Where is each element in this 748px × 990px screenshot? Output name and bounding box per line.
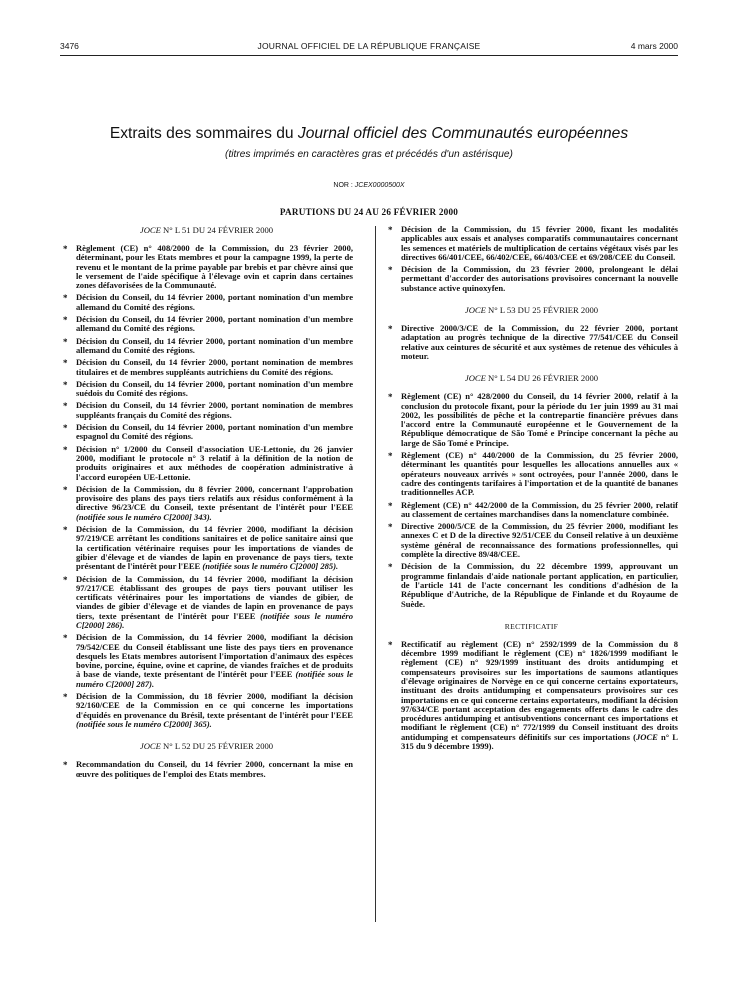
- list-item: * Décision de la Commission, du 22 décembre 1999, approuvant un programme finlandais d'aide nationale portant application, en particulier, de l'article 141 de l'acte concernant les conditions d'adhésion de la République d'Autriche, de la République de Finlande et du Royaume de Suède.: [385, 562, 678, 608]
- item-notification: (notifiée sous le numéro C[2000] 285).: [202, 561, 339, 572]
- list-item: * Décision n° 1/2000 du Conseil d'association UE-Lettonie, du 26 janvier 2000, modifiant le protocole n° 3 relatif à la définition de la notion de produits originaires et aux méthodes de coopération administrative à l'accord européen UE-Lettonie.: [60, 445, 353, 482]
- section-heading-l53: [385, 305, 678, 316]
- item-text: Décision de la Commission, du 14 février 2000, modifiant la décision 97/219/CE arrêtant les conditions sanitaires et de police sanitaire ainsi que la certification vétérinaire requises pour les importations de viandes de gibier d'élevage et de viandes de lapin en provenance de pays tiers, texte présentant de l'intérêt pour l'EEE: [76, 524, 353, 572]
- list-item: [60, 692, 353, 729]
- list-item: * Règlement (CE) n° 442/2000 de la Commission, du 25 février 2000, relatif au classement de certaines marchandises dans la nomenclature combinée.: [385, 501, 678, 520]
- list-item: [60, 525, 353, 571]
- section-number: N° L 51 DU 24 FÉVRIER 2000: [160, 225, 274, 235]
- section-number: N° L 54 DU 26 FÉVRIER 2000: [485, 373, 599, 384]
- joce-label: JOCE: [139, 225, 161, 235]
- list-item: * Directive 2000/3/CE de la Commission, du 22 février 2000, portant adaptation au progrès technique de la directive 77/541/CEE du Conseil relative aux ceintures de sécurité et aux systèmes de retenue des véhicules à moteur.: [385, 324, 678, 361]
- list-item: [60, 633, 353, 689]
- list-item: * Règlement (CE) n° 440/2000 de la Commission, du 25 février 2000, déterminant les quantités pour lesquelles les allocations annuelles aux « opérateurs nouveaux arrivés » sont octroyées, pour l'année 2000, dans le cadre des contingents tarifaires à l'importation et de la quantité de bananes traditionnelles ACP.: [385, 451, 678, 497]
- item-text: Décision de la Commission, du 18 février 2000, modifiant la décision 92/160/CEE de la Commission en ce qui concerne les importations d'équidés en provenance du Brésil, texte présentant de l'intérêt pour l'EEE: [76, 691, 353, 720]
- parutions-heading: PARUTIONS DU 24 AU 26 FÉVRIER 2000: [279, 207, 459, 217]
- list-item: * Décision du Conseil, du 14 février 2000, portant nomination de membres titulaires et de membres suppléants autrichiens du Comité des régions.: [60, 358, 353, 377]
- title-emphasis: Journal officiel des Communautés européennes: [297, 125, 629, 142]
- item-notification: (notifiée sous le numéro C[2000] 365).: [76, 718, 212, 729]
- list-item: * Décision du Conseil, du 14 février 2000, portant nomination d'un membre espagnol du Comité des régions.: [60, 423, 353, 442]
- list-item: [385, 640, 678, 752]
- page-title: [60, 125, 678, 143]
- item-text: Décision de la Commission, du 14 février 2000, modifiant la décision 79/542/CEE du Conseil établissant une liste des pays tiers en provenance desquels les Etats membres autorisent l'importation d'animaux des espèces bovine, porcine, équine, ovine et caprine, de viandes fraîches et de produits à base de viande, texte présentant de l'intérêt pour l'EEE: [76, 632, 353, 680]
- list-item: * Décision du Conseil, du 14 février 2000, portant nomination d'un membre allemand du Comité des régions.: [60, 293, 353, 312]
- joce-label: JOCE: [139, 741, 161, 752]
- list-item: [60, 575, 353, 631]
- nor-label: NOR :: [333, 182, 355, 189]
- page-header: [60, 41, 678, 55]
- title-prefix: Extraits des sommaires du: [109, 125, 298, 142]
- issue-date: 4 mars 2000: [630, 41, 678, 51]
- section-heading-l54: [385, 373, 678, 384]
- item-notification: (notifiée sous le numéro C[2000] 343).: [76, 511, 212, 522]
- left-column: [60, 225, 353, 782]
- right-column: [385, 225, 678, 754]
- list-item: * Règlement (CE) n° 408/2000 de la Commission, du 23 février 2000, déterminant, pour les Etats membres et pour la campagne 1999, la perte de revenu et le montant de la prime payable par brebis et par chèvre ainsi que le versement de l'aide spécifique à l'élevage ovin et caprin dans certaines zones défavorisées de la Communauté.: [60, 244, 353, 290]
- list-item: * Décision de la Commission, du 23 février 2000, prolongeant le délai permettant d'accorder des autorisations provisoires concernant la nouvelle substance active quinoxyfen.: [385, 265, 678, 293]
- item-tail: n° L 315 du 9 décembre 1999).: [401, 731, 679, 752]
- journal-title: JOURNAL OFFICIEL DE LA RÉPUBLIQUE FRANÇAISE: [257, 41, 481, 51]
- item-text: Décision de la Commission, du 8 février 2000, concernant l'approbation provisoire des plans des pays tiers relatifs aux résidus conformément à la directive 96/23/CE du Conseil, texte présentant de l'intérêt pour l'EEE: [76, 483, 353, 513]
- header-rule: [60, 55, 678, 56]
- list-item: * Recommandation du Conseil, du 14 février 2000, concernant la mise en œuvre des politiques de l'emploi des Etats membres.: [60, 760, 353, 779]
- rectificatif-heading: RECTIFICATIF: [504, 621, 559, 631]
- item-notification: (notifiée sous le numéro C[2000] 287).: [76, 669, 353, 689]
- joce-label: JOCE: [464, 305, 486, 316]
- page-number: 3476: [60, 41, 79, 51]
- list-item: * Décision de la Commission, du 15 février 2000, fixant les modalités applicables aux essais et analyses comparatifs communautaires concernant les semences et matériels de multiplication de certains végétaux visés par les directives 66/401/CEE, 66/402/CEE, 66/403/CEE et 69/208/CEE du Conseil.: [385, 225, 678, 262]
- list-item: * Décision du Conseil, du 14 février 2000, portant nomination d'un membre allemand du Comité des régions.: [60, 315, 353, 334]
- nor-code: JCEX0000500X: [354, 182, 405, 189]
- list-item: * Directive 2000/5/CE de la Commission, du 25 février 2000, modifiant les annexes C et D de la directive 92/51/CEE du Conseil relative à un deuxième système général de reconnaissance des formations professionnelles, qui complète la directive 89/48/CEE.: [385, 522, 678, 559]
- nor-reference: [60, 182, 678, 189]
- section-number: N° L 53 DU 25 FÉVRIER 2000: [485, 305, 599, 316]
- joce-label: JOCE: [464, 373, 486, 384]
- list-item: * Règlement (CE) n° 428/2000 du Conseil, du 14 février 2000, relatif à la conclusion du protocole fixant, pour la période du 1er juin 1999 au 31 mai 2002, les possibilités de pêche et la contrepartie financière prévues dans l'accord entre la Communauté européenne et le Gouvernement de la République démocratique de São Tomé e Príncipe concernant la pêche au large de São Tomé e Príncipe.: [385, 392, 678, 448]
- section-number: N° L 52 DU 25 FÉVRIER 2000: [160, 741, 274, 752]
- list-item: * Décision du Conseil, du 14 février 2000, portant nomination d'un membre allemand du Comité des régions.: [60, 337, 353, 356]
- list-item: * Décision du Conseil, du 14 février 2000, portant nomination d'un membre suédois du Comité des régions.: [60, 380, 353, 399]
- list-item: [60, 485, 353, 522]
- joce-label: JOCE: [636, 731, 658, 742]
- page-subtitle: (titres imprimés en caractères gras et précédés d'un astérisque): [225, 149, 513, 160]
- item-text: Rectificatif au règlement (CE) n° 2592/1999 de la Commission du 8 décembre 1999 modifiant le règlement (CE) n° 1826/1999 modifiant le règlement (CE) n° 929/1999 instituant des droits antidumping et compensateurs provisoires sur les importations de saumons atlantiques d'élevage originaires de Norvège en ce qui concerne certains exportateurs, instituant des droits antidumping et compensateurs provisoires sur ces importations en ce qui concerne certains exportateurs, modifiant la décision 97/634/CE portant acceptation des engagements offerts dans le cadre des procédures antidumping et antisubventions concernant ces importations et modifiant le règlement (CE) n° 772/1999 du Conseil instituant des droits antidumping et compensateurs définitifs sur ces importations (: [401, 638, 678, 742]
- section-heading-l52: [60, 741, 353, 752]
- column-divider: [375, 226, 376, 922]
- item-text: Décision de la Commission, du 14 février 2000, modifiant la décision 97/217/CE établissant des groupes de pays tiers pouvant utiliser les certificats vétérinaires pour les importations de viandes de gibier, de viandes de gibier d'élevage et de viandes de lapin en provenance de pays tiers, texte présentant de l'intérêt pour l'EEE: [76, 573, 353, 621]
- section-heading-l51: [60, 225, 353, 236]
- list-item: * Décision du Conseil, du 14 février 2000, portant nomination de membres suppléants français du Comité des régions.: [60, 401, 353, 420]
- item-notification: (notifiée sous le numéro C[2000] 286).: [76, 610, 353, 630]
